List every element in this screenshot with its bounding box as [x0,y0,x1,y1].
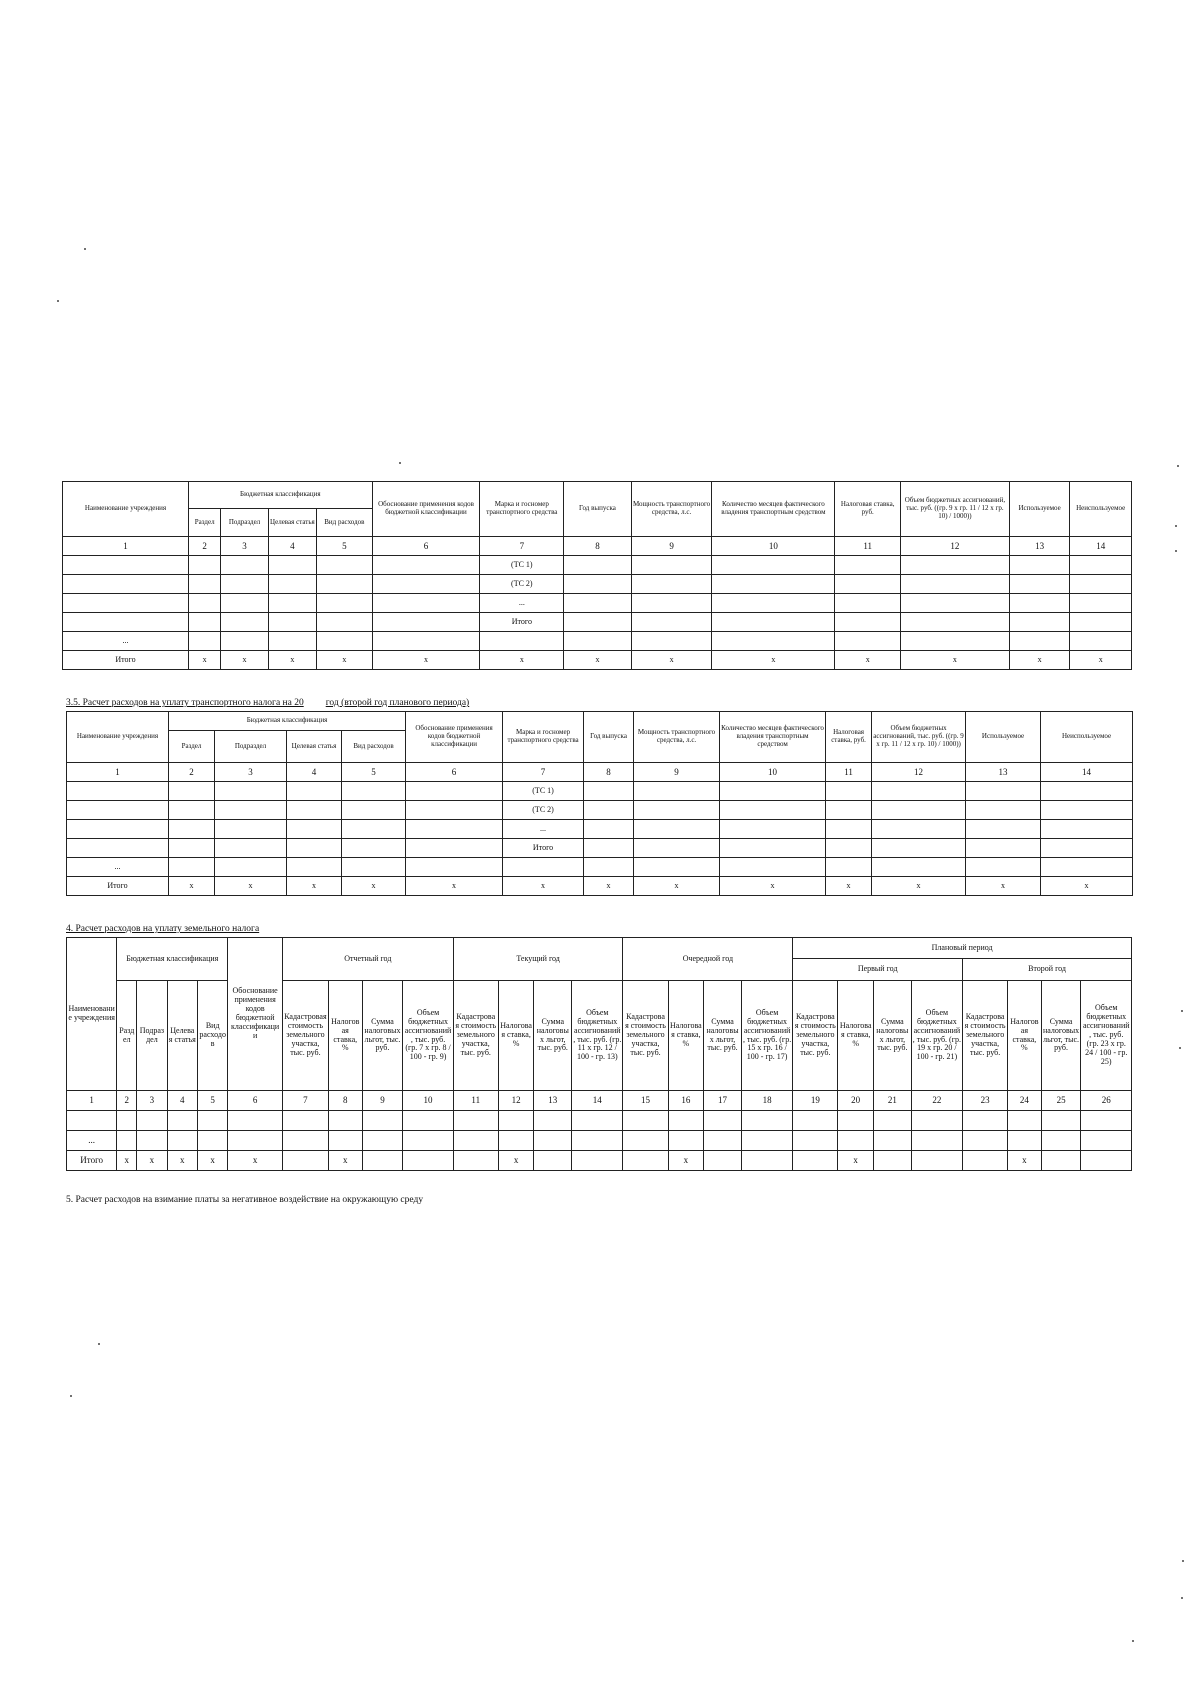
col-number: 2 [117,1091,137,1111]
scan-speck [98,1343,100,1345]
row-vehicle: ... [480,594,564,613]
header-budget-class: Бюджетная классификация [117,938,228,981]
col-number: 25 [1041,1091,1081,1111]
header-justification: Обоснование применения кодов бюджетной классификации [406,712,503,763]
col-number: 20 [838,1091,874,1111]
col-number: 24 [1008,1091,1042,1111]
scan-speck [1179,1047,1181,1049]
col-number: 5 [342,763,406,782]
header-year: Год выпуска [584,712,634,763]
col-number: 13 [1009,537,1070,556]
header-expense-type: Вид расходов [317,509,373,537]
col-number: 1 [67,1091,117,1111]
header-reporting-year: Отчетный год [282,938,453,981]
total-x: x [221,651,268,670]
total-x: x [872,877,966,896]
header-volume: Объем бюджетных ассигнований, тыс. руб. (гр. 15 х гр. 16 / 100 - гр. 17) [741,981,792,1091]
scan-speck [399,462,401,464]
scan-speck [1132,1640,1134,1642]
header-first-year: Первый год [793,959,963,981]
header-cadastral: Кадастровая стоимость земельного участка, тыс. руб. [282,981,328,1091]
row-org [63,575,189,594]
total-x: x [317,651,373,670]
header-power: Мощность транспортного средства, л.с. [631,482,712,537]
row-org: ... [67,858,169,877]
col-number: 6 [228,1091,283,1111]
col-number: 8 [584,763,634,782]
header-volume: Объем бюджетных ассигнований, тыс. руб. (гр. 23 х гр. 24 / 100 - гр. 25) [1081,981,1132,1091]
table-row [67,801,1133,820]
scan-speck [57,300,59,302]
total-label: Итого [67,1151,117,1171]
total-label: Итого [67,877,169,896]
header-section: Раздел [169,731,215,763]
header-months: Количество месяцев фактического владения транспортным средством [720,712,826,763]
table-row [67,858,1133,877]
col-number: 19 [793,1091,838,1111]
header-used: Используемое [1009,482,1070,537]
column-numbers-row [67,1091,1132,1111]
row-vehicle: (ТС 2) [503,801,584,820]
header-volume: Объем бюджетных ассигнований, тыс. руб. ((гр. 9 х гр. 11 / 12 х гр. 10) / 1000)) [900,482,1009,537]
row-org: ... [67,1131,117,1151]
header-cadastral: Кадастровая стоимость земельного участка, тыс. руб. [793,981,838,1091]
col-number: 26 [1081,1091,1132,1111]
col-number: 7 [480,537,564,556]
col-number: 6 [406,763,503,782]
total-x: x [900,651,1009,670]
table-row [67,820,1133,839]
total-x: x [372,651,480,670]
column-numbers-row [67,763,1133,782]
total-x: x [826,877,872,896]
scan-speck [1181,1597,1183,1599]
total-x: x [342,877,406,896]
row-vehicle: (ТС 1) [480,556,564,575]
total-x: x [169,877,215,896]
col-number: 10 [720,763,826,782]
total-row [67,1151,1132,1171]
header-used: Используемое [966,712,1041,763]
total-x: x [1070,651,1132,670]
scan-speck [1177,465,1179,467]
header-section: Раздел [189,509,221,537]
header-benefits: Сумма налоговых льгот, тыс. руб. [534,981,572,1091]
header-benefits: Сумма налоговых льгот, тыс. руб. [1041,981,1081,1091]
header-section: Раздел [117,981,137,1091]
col-number: 3 [137,1091,167,1111]
col-number: 1 [63,537,189,556]
total-x: x [634,877,720,896]
total-x: x [1041,877,1133,896]
col-number: 10 [712,537,835,556]
row-org [63,556,189,575]
transport-tax-table-2 [66,711,1133,896]
header-benefits: Сумма налоговых льгот, тыс. руб. [704,981,742,1091]
col-number: 7 [503,763,584,782]
section-5-caption: 5. Расчет расходов на взимание платы за негативное воздействие на окружающую среду [66,1195,424,1205]
header-rate: Налоговая ставка, % [1008,981,1042,1091]
col-number: 10 [403,1091,453,1111]
col-number: 12 [498,1091,534,1111]
header-org: Наименование учреждения [67,712,169,763]
col-number: 7 [282,1091,328,1111]
col-number: 23 [963,1091,1008,1111]
col-number: 14 [1041,763,1133,782]
row-vehicle: Итого [503,839,584,858]
row-vehicle [480,632,564,651]
scan-speck [70,1395,72,1397]
col-number: 14 [1070,537,1132,556]
col-number: 4 [167,1091,197,1111]
table-row [63,556,1132,575]
header-benefits: Сумма налоговых льгот, тыс. руб. [873,981,911,1091]
col-number: 11 [453,1091,498,1111]
col-number: 9 [362,1091,403,1111]
total-x: x [215,877,287,896]
header-vehicle: Марка и госномер транспортного средства [503,712,584,763]
total-x: x [712,651,835,670]
section-3-5-caption [66,698,469,708]
header-expense-type: Вид расходов [342,731,406,763]
col-number: 8 [328,1091,362,1111]
total-x: x [503,877,584,896]
total-x: x [287,877,342,896]
header-second-year: Второй год [963,959,1132,981]
header-volume: Объем бюджетных ассигнований, тыс. руб. (гр. 19 х гр. 20 / 100 - гр. 21) [911,981,962,1091]
header-org: Наименование учреждения [63,482,189,537]
caption-suffix: год (второй год планового периода) [325,698,470,708]
header-cadastral: Кадастровая стоимость земельного участка, тыс. руб. [963,981,1008,1091]
col-number: 11 [826,763,872,782]
scan-speck [1182,1560,1184,1562]
total-x: x [480,651,564,670]
col-number: 2 [169,763,215,782]
header-target-item: Целевая статья [167,981,197,1091]
col-number: 13 [534,1091,572,1111]
table-row [67,1131,1132,1151]
header-org: Наименование учреждения [67,938,117,1091]
col-number: 1 [67,763,169,782]
total-x: x [584,877,634,896]
col-number: 4 [287,763,342,782]
col-number: 3 [215,763,287,782]
row-vehicle: Итого [480,613,564,632]
header-budget-class: Бюджетная классификация [169,712,406,731]
total-x: x [1008,1151,1042,1171]
total-x: x [631,651,712,670]
total-x: x [228,1151,283,1171]
col-number: 17 [704,1091,742,1111]
header-budget-class: Бюджетная классификация [189,482,373,509]
total-label: Итого [63,651,189,670]
land-tax-table [66,937,1132,1171]
header-rate: Налоговая ставка, руб. [826,712,872,763]
header-subsection: Подраздел [221,509,268,537]
total-x: x [167,1151,197,1171]
row-vehicle: (ТС 2) [480,575,564,594]
col-number: 5 [197,1091,227,1111]
col-number: 15 [623,1091,668,1111]
row-org [67,839,169,858]
col-number: 16 [668,1091,704,1111]
col-number: 22 [911,1091,962,1111]
col-number: 2 [189,537,221,556]
total-x: x [328,1151,362,1171]
header-justification: Обоснование применения кодов бюджетной классификации [372,482,480,537]
scan-speck [1175,550,1177,552]
total-x: x [720,877,826,896]
row-org [67,782,169,801]
row-vehicle [503,858,584,877]
col-number: 21 [873,1091,911,1111]
header-volume: Объем бюджетных ассигнований, тыс. руб. ((гр. 9 х гр. 11 / 12 х гр. 10) / 1000)) [872,712,966,763]
header-power: Мощность транспортного средства, л.с. [634,712,720,763]
header-months: Количество месяцев фактического владения транспортным средством [712,482,835,537]
row-vehicle: ... [503,820,584,839]
total-row [63,651,1132,670]
header-justification: Обоснование применения кодов бюджетной классификации [228,938,283,1091]
header-rate: Налоговая ставка, руб. [835,482,901,537]
total-x: x [838,1151,874,1171]
row-vehicle: (ТС 1) [503,782,584,801]
header-current-year: Текущий год [453,938,623,981]
header-vehicle: Марка и госномер транспортного средства [480,482,564,537]
header-plan-period: Плановый период [793,938,1132,959]
header-target-item: Целевая статья [268,509,316,537]
transport-tax-table-1 [62,481,1132,670]
total-x: x [137,1151,167,1171]
col-number: 12 [900,537,1009,556]
total-x: x [117,1151,137,1171]
col-number: 6 [372,537,480,556]
col-number: 13 [966,763,1041,782]
total-x: x [498,1151,534,1171]
header-expense-type: Вид расходов [197,981,227,1091]
header-next-year: Очередной год [623,938,793,981]
scan-speck [1181,1010,1183,1012]
row-org [67,820,169,839]
header-benefits: Сумма налоговых льгот, тыс. руб. [362,981,403,1091]
col-number: 3 [221,537,268,556]
col-number: 4 [268,537,316,556]
table-row [63,575,1132,594]
header-cadastral: Кадастровая стоимость земельного участка, тыс. руб. [453,981,498,1091]
section-4-caption: 4. Расчет расходов на уплату земельного налога [66,924,260,934]
total-x: x [268,651,316,670]
row-org [63,594,189,613]
header-subsection: Подраздел [215,731,287,763]
header-rate: Налоговая ставка, % [668,981,704,1091]
header-year: Год выпуска [564,482,632,537]
col-number: 8 [564,537,632,556]
header-target-item: Целевая статья [287,731,342,763]
row-org [67,1111,117,1131]
header-volume: Объем бюджетных ассигнований, тыс. руб. (гр. 11 х гр. 12 / 100 - гр. 13) [572,981,623,1091]
total-x: x [197,1151,227,1171]
header-unused: Неиспользуемое [1070,482,1132,537]
table-row [67,1111,1132,1131]
total-x: x [835,651,901,670]
total-x: x [1009,651,1070,670]
col-number: 14 [572,1091,623,1111]
table-row [63,632,1132,651]
col-number: 18 [741,1091,792,1111]
header-rate: Налоговая ставка, % [328,981,362,1091]
caption-prefix: 3.5. Расчет расходов на уплату транспортного налога на 20 [66,698,304,708]
total-x: x [668,1151,704,1171]
total-x: x [564,651,632,670]
table-row [63,594,1132,613]
table-row [67,839,1133,858]
header-rate: Налоговая ставка, % [838,981,874,1091]
header-unused: Неиспользуемое [1041,712,1133,763]
header-volume: Объем бюджетных ассигнований, тыс. руб. (гр. 7 х гр. 8 / 100 - гр. 9) [403,981,453,1091]
table-row [63,613,1132,632]
column-numbers-row [63,537,1132,556]
total-x: x [406,877,503,896]
header-rate: Налоговая ставка, % [498,981,534,1091]
total-x: x [189,651,221,670]
header-cadastral: Кадастровая стоимость земельного участка, тыс. руб. [623,981,668,1091]
header-subsection: Подраздел [137,981,167,1091]
row-org [67,801,169,820]
col-number: 5 [317,537,373,556]
col-number: 11 [835,537,901,556]
col-number: 9 [631,537,712,556]
total-row [67,877,1133,896]
col-number: 9 [634,763,720,782]
row-org [63,613,189,632]
row-org: ... [63,632,189,651]
total-x: x [966,877,1041,896]
scan-speck [1175,525,1177,527]
table-row [67,782,1133,801]
col-number: 12 [872,763,966,782]
scan-speck [84,248,86,250]
